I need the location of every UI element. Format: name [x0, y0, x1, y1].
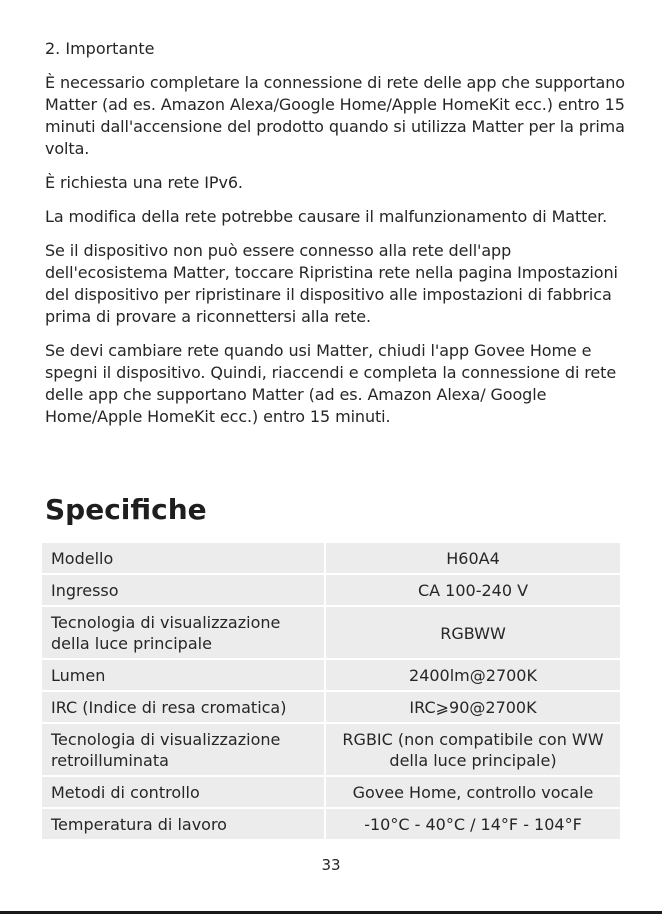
- spec-value: H60A4: [325, 543, 620, 574]
- spec-label: Metodi di controllo: [42, 776, 325, 808]
- table-row: [42, 606, 620, 659]
- table-row: [42, 723, 620, 776]
- spec-label: Temperatura di lavoro: [42, 808, 325, 840]
- spec-value: RGBIC (non compatibile con WW della luce principale): [325, 723, 620, 776]
- specs-table: [42, 543, 620, 841]
- table-row: [42, 691, 620, 723]
- spec-label: Lumen: [42, 659, 325, 691]
- paragraph-reset-network: Se il dispositivo non può essere connesso alla rete dell'app dell'ecosistema Matter, toccare Ripristina rete nella pagina Impostazioni del dispositivo per ripristinare il dispositivo alle impostazioni di fabbrica prima di provare a riconnettersi alla rete.: [45, 241, 618, 326]
- table-row: [42, 543, 620, 574]
- spec-value: 2400lm@2700K: [325, 659, 620, 691]
- spec-value: Govee Home, controllo vocale: [325, 776, 620, 808]
- spec-label: Ingresso: [42, 574, 325, 606]
- important-section: [45, 38, 625, 440]
- table-row: [42, 574, 620, 606]
- table-row: [42, 659, 620, 691]
- table-row: [42, 776, 620, 808]
- spec-label: Tecnologia di visualizzazione della luce principale: [42, 606, 325, 659]
- spec-label: Tecnologia di visualizzazione retroilluminata: [42, 723, 325, 776]
- spec-value: -10°C - 40°C / 14°F - 104°F: [325, 808, 620, 840]
- spec-value: CA 100-240 V: [325, 574, 620, 606]
- spec-value: RGBWW: [325, 606, 620, 659]
- paragraph-matter-timeout: È necessario completare la connessione di rete delle app che supportano Matter (ad es. Amazon Alexa/Google Home/Apple HomeKit ecc.) entro 15 minuti dall'accensione del prodotto quando si utilizza Matter per la prima volta.: [45, 73, 625, 158]
- paragraph-ipv6: È richiesta una rete IPv6.: [45, 173, 243, 192]
- specs-heading: Specifiche: [45, 493, 207, 526]
- spec-value: IRC⩾90@2700K: [325, 691, 620, 723]
- section-title: 2. Importante: [45, 39, 155, 58]
- table-row: [42, 808, 620, 840]
- spec-label: IRC (Indice di resa cromatica): [42, 691, 325, 723]
- paragraph-network-change: La modifica della rete potrebbe causare il malfunzionamento di Matter.: [45, 207, 608, 226]
- spec-label: Modello: [42, 543, 325, 574]
- paragraph-change-network: Se devi cambiare rete quando usi Matter, chiudi l'app Govee Home e spegni il dispositivo. Quindi, riaccendi e completa la connessione di rete delle app che supportano Matter (ad es. Amazon Alexa/ Google Home/Apple HomeKit ecc.) entro 15 minuti.: [45, 341, 617, 426]
- page-number: 33: [321, 856, 341, 874]
